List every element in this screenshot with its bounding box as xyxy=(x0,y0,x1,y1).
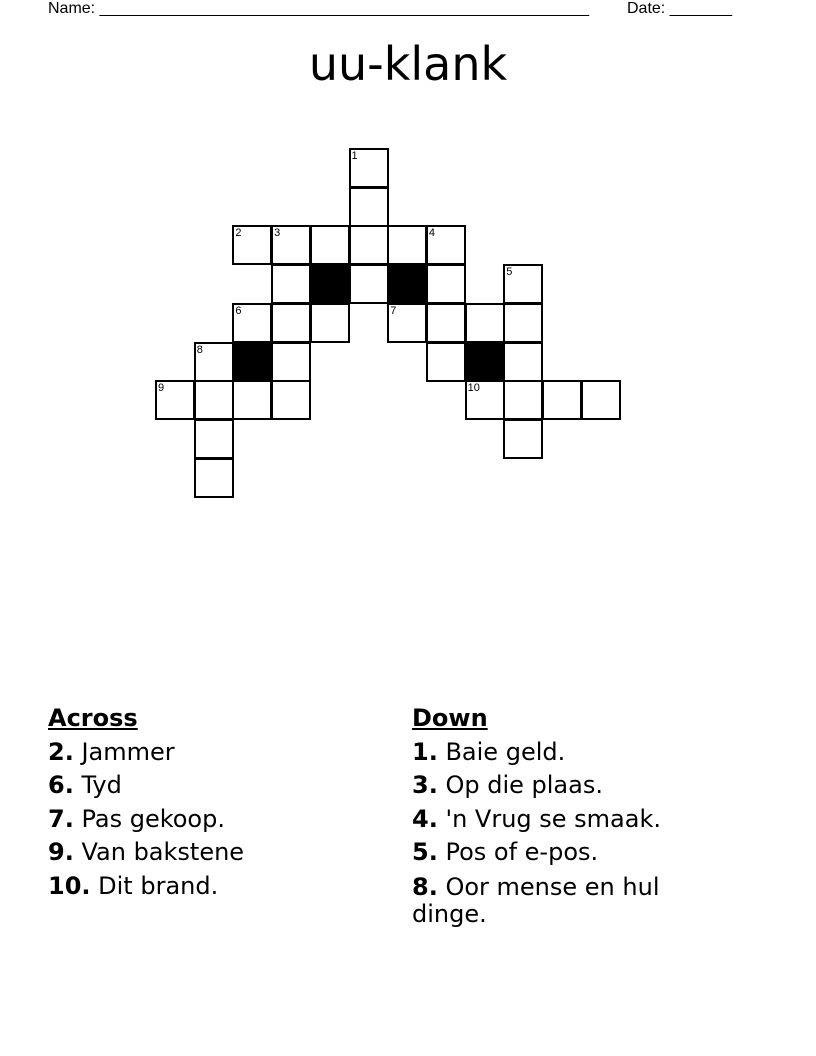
clue-text: Op die plaas. xyxy=(445,771,603,799)
clue-number: 9. xyxy=(48,838,74,866)
clue-down-5 xyxy=(412,836,712,870)
crossword-cell[interactable] xyxy=(542,380,582,420)
cell-number: 8 xyxy=(196,343,203,356)
cell-number: 4 xyxy=(428,227,436,240)
clue-text: Van bakstene xyxy=(81,838,245,866)
cell-number: 7 xyxy=(390,304,397,317)
crossword-cell[interactable] xyxy=(503,303,543,343)
clue-text: Pos of e-pos. xyxy=(445,838,599,866)
crossword-cell[interactable] xyxy=(503,342,543,382)
clue-text: Tyd xyxy=(81,771,122,799)
clue-text: Dit brand. xyxy=(98,871,219,900)
clue-text: 'n Vrug se smaak. xyxy=(445,804,661,833)
crossword-cell[interactable] xyxy=(155,380,195,420)
crossword-cell[interactable] xyxy=(194,458,234,498)
clue-across-10 xyxy=(48,870,378,904)
crossword-cell[interactable] xyxy=(426,225,466,265)
crossword-cell[interactable] xyxy=(426,342,466,382)
clue-number: 3. xyxy=(412,771,438,799)
cell-number: 3 xyxy=(274,227,281,240)
crossword-cell[interactable] xyxy=(310,303,350,343)
crossword-cell[interactable] xyxy=(232,303,272,343)
crossword-cell[interactable] xyxy=(503,419,543,459)
clue-number: 1. xyxy=(412,737,438,766)
down-clues xyxy=(412,702,712,928)
crossword-cell[interactable] xyxy=(271,303,311,343)
crossword-cell[interactable] xyxy=(503,264,543,304)
cell-number: 2 xyxy=(235,227,242,240)
clue-down-8 xyxy=(412,870,712,928)
cell-number: 5 xyxy=(506,266,513,279)
crossword-cell[interactable] xyxy=(271,342,311,382)
crossword-cell[interactable] xyxy=(465,380,505,420)
clue-number: 10. xyxy=(48,871,91,900)
crossword-cell[interactable] xyxy=(271,225,311,265)
clue-text: Baie geld. xyxy=(445,737,566,766)
crossword-cell[interactable] xyxy=(465,303,505,343)
crossword-cell[interactable] xyxy=(232,380,272,420)
clue-number: 6. xyxy=(48,771,74,799)
cell-number: 10 xyxy=(467,382,480,395)
crossword-cell[interactable] xyxy=(349,264,389,304)
clue-text: Jammer xyxy=(81,737,175,766)
clue-down-1 xyxy=(412,736,712,770)
clue-down-3 xyxy=(412,769,712,803)
crossword-cell[interactable] xyxy=(387,225,427,265)
page-title: uu-klank xyxy=(308,37,508,91)
cell-number: 9 xyxy=(158,382,165,395)
crossword-cell[interactable] xyxy=(232,225,272,265)
clue-across-7 xyxy=(48,803,378,837)
clue-text: Pas gekoop. xyxy=(81,804,225,833)
clue-across-6 xyxy=(48,769,378,803)
clue-number: 8. xyxy=(412,872,438,901)
crossword-cell[interactable] xyxy=(387,303,427,343)
crossword-cell[interactable] xyxy=(349,148,389,188)
crossword-cell[interactable] xyxy=(194,380,234,420)
across-clues xyxy=(48,702,378,903)
clue-across-9 xyxy=(48,836,378,870)
clue-number: 5. xyxy=(412,838,438,866)
name-field-label: Name: _______________________________________________________ xyxy=(48,0,589,17)
date-field-label: Date: _______ xyxy=(627,0,732,17)
crossword-cell[interactable] xyxy=(426,264,466,304)
clue-number: 4. xyxy=(412,804,438,833)
crossword-cell[interactable] xyxy=(426,303,466,343)
crossword-cell[interactable] xyxy=(194,342,234,382)
crossword-cell[interactable] xyxy=(310,225,350,265)
crossword-cell[interactable] xyxy=(271,264,311,304)
clue-down-4 xyxy=(412,803,712,837)
clue-text: Oor mense en hul dinge. xyxy=(412,872,660,928)
crossword-cell[interactable] xyxy=(581,380,621,420)
clue-number: 7. xyxy=(48,804,74,833)
crossword-block-cell xyxy=(387,264,427,304)
clue-number: 2. xyxy=(48,737,74,766)
cell-number: 1 xyxy=(351,150,358,162)
crossword-cell[interactable] xyxy=(503,380,543,420)
crossword-cell[interactable] xyxy=(349,187,389,227)
crossword-block-cell xyxy=(232,342,272,382)
cell-number: 6 xyxy=(235,304,242,317)
crossword-cell[interactable] xyxy=(349,225,389,265)
down-heading: Down xyxy=(412,704,488,732)
crossword-cell[interactable] xyxy=(271,380,311,420)
crossword-block-cell xyxy=(465,342,505,382)
across-heading: Across xyxy=(48,704,138,732)
crossword-block-cell xyxy=(310,264,350,304)
clue-across-2 xyxy=(48,736,378,770)
crossword-cell[interactable] xyxy=(194,419,234,459)
crossword-grid xyxy=(0,0,816,520)
